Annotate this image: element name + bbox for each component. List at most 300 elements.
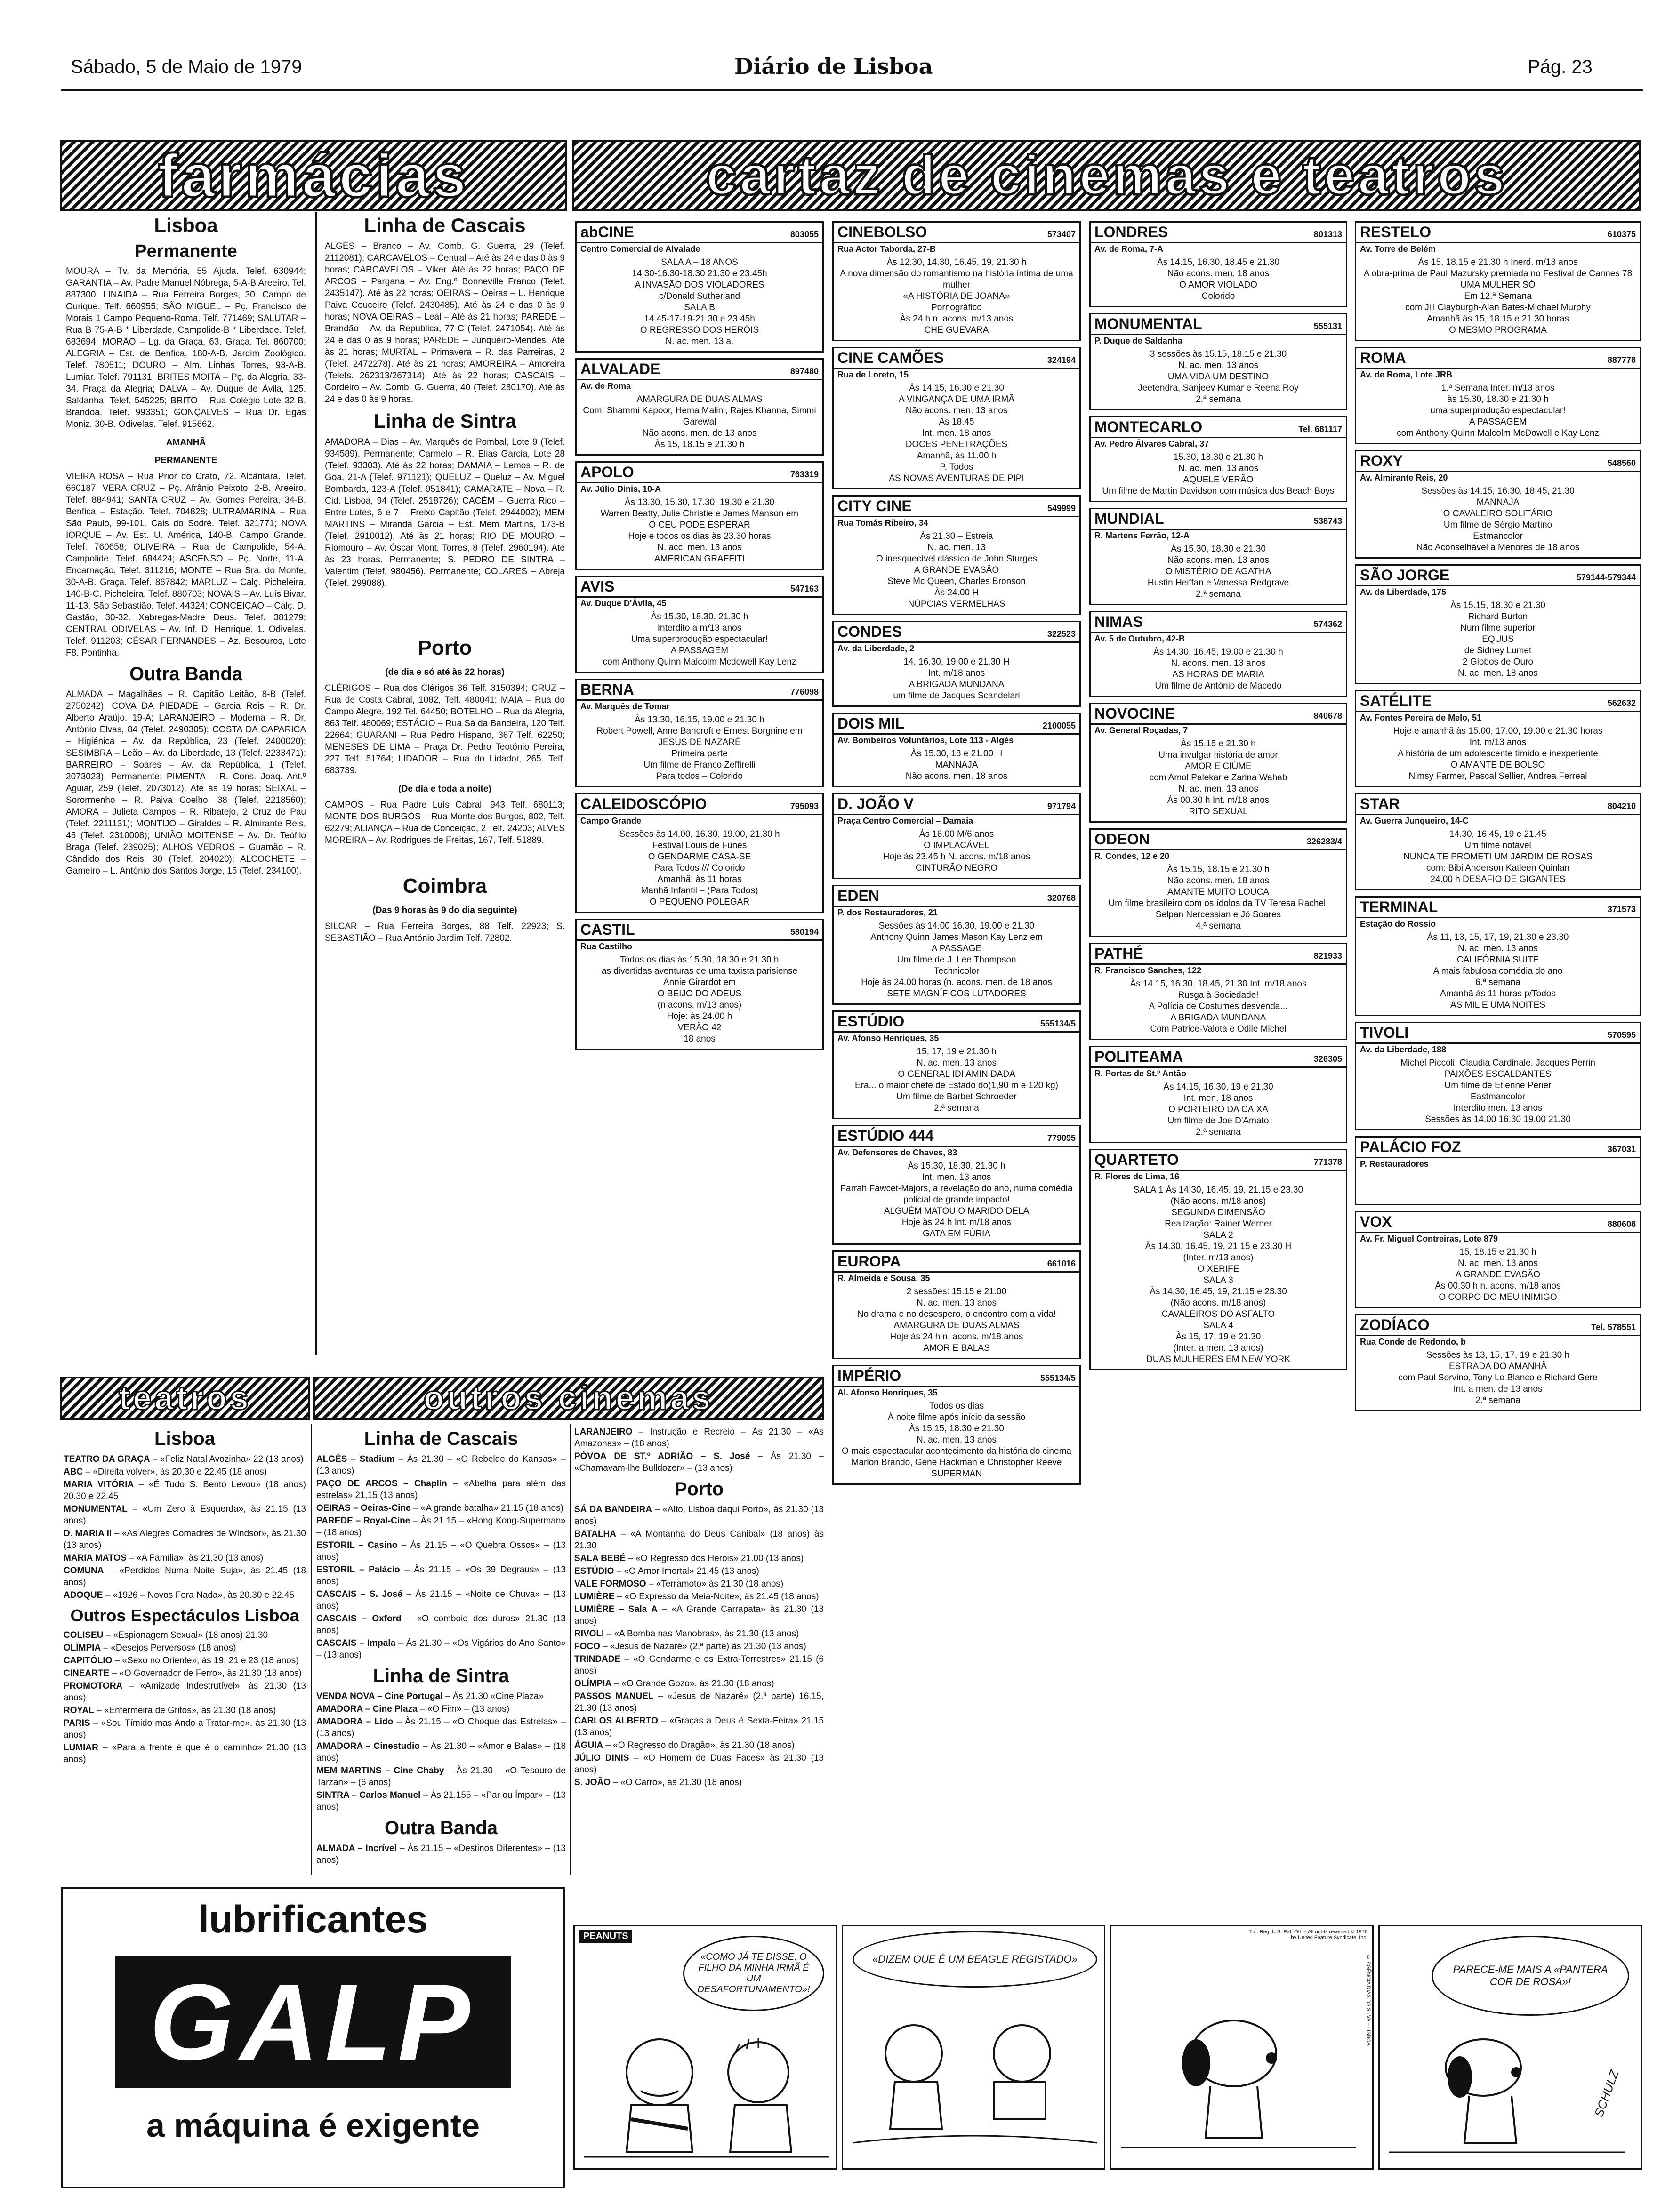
cinema-name: LONDRES <box>1094 224 1168 240</box>
cinema-programme: SALA A – 18 ANOS 14.30-16.30-18.30 21.30 e 23.45h A INVASÃO DOS VIOLADORES c/Donald Sutherland SALA B 14.45-17-19-21.30 e 23.45h O REGRESSO DOS HERÓIS N. ac. men. 13 a. <box>632 257 767 346</box>
cinema-entry <box>574 1777 824 1788</box>
theatre-entry-title: ADOQUE <box>64 1590 103 1600</box>
cinema-header <box>834 1012 1079 1033</box>
cinema-programme: 15, 17, 19 e 21.30 h N. ac. men. 13 anos O GENERAL IDI AMIN DADA Era... o maior chefe de Estado do(1,90 m e 120 kg) Um filme de Barbet Schroeder 2.ª semana <box>855 1047 1058 1113</box>
cinema-listing-cinebolso <box>832 221 1081 341</box>
cinema-header <box>834 348 1079 369</box>
pharmacy-list-porto-2: CAMPOS – Rua Padre Luís Cabral, 943 Telf. 680113; MONTE DOS BURGOS – Rua Monte dos Burgos, 802, Telf. 62279; ALIANÇA – Rua de Conceição, 2 Telf. 24203; ALVES MOREIRA – Av. Rodrigues de Freitas, 167, Telf. 51889. <box>325 800 565 845</box>
cinema-phone: 555134/5 <box>1040 1019 1076 1028</box>
cinema-header <box>1356 566 1640 586</box>
cinema-programme: 2 sessões: 15.15 e 21.00 N. ac. men. 13 anos No drama e no desespero, o encontro com a vida! AMARGURA DE DUAS ALMAS Hoje às 24 h n. acons. m/18 anos AMOR E BALAS <box>857 1287 1056 1353</box>
cinema-name: CONDES <box>837 623 902 640</box>
cinema-address: P. Restauradores <box>1360 1159 1429 1169</box>
show-entry <box>64 1629 306 1641</box>
cinema-listing-monumental <box>1089 313 1347 410</box>
cinema-listing-imperio <box>832 1365 1081 1485</box>
cinema-entry-title: AMADORA – Cinestudio <box>316 1741 420 1751</box>
cinema-phone: 547163 <box>790 584 819 593</box>
cinema-entry <box>574 1553 824 1564</box>
cinema-entry <box>316 1740 566 1764</box>
cinema-entry-details: – «O comboio dos duros» 21.30 (13 anos) <box>316 1614 566 1635</box>
cinema-programme: Às 15.30, 18.30 e 21.30 Não acons. men. 13 anos O MISTÉRIO DE AGATHA Hustin Heiffan e Vanessa Redgrave 2.ª semana <box>1147 544 1289 599</box>
cinema-entry-title: AMADORA – Cine Plaza <box>316 1704 418 1714</box>
cinema-listing-terminal <box>1355 896 1641 1016</box>
cinema-entry <box>574 1528 824 1552</box>
cinema-address: Av. de Roma, Lote JRB <box>1360 370 1453 379</box>
heading-outra-banda: Outra Banda <box>129 664 243 684</box>
show-entry-details: – «Enfermeira de Gritos», às 21.30 (18 anos) <box>94 1706 276 1715</box>
cinema-header <box>1356 1212 1640 1233</box>
cinema-header <box>1356 451 1640 472</box>
cinema-entry <box>574 1628 824 1640</box>
cinema-header <box>1356 223 1640 243</box>
cinema-listing-berna <box>575 679 824 787</box>
cinema-entry-title: RIVOLI <box>574 1629 604 1639</box>
cinema-entry <box>574 1504 824 1527</box>
cinema-entry-details: – «O Fim» – (13 anos) <box>417 1704 510 1714</box>
speech-bubble-2 <box>853 1931 1097 1988</box>
speech-text-4: PARECE-ME MAIS A «PANTERA COR DE ROSA»! <box>1453 1964 1608 1988</box>
cinema-programme: Às 13.30, 16.15, 19.00 e 21.30 h Robert Powell, Anne Bancroft e Ernest Borgnine em JESUS DE NAZARÉ Primeira parte Um filme de Franco Zeffirelli Para todos – Colorido <box>596 715 803 781</box>
cinema-listing-montecarlo <box>1089 416 1347 502</box>
cinema-name: ODEON <box>1094 831 1150 848</box>
cinema-address: Av. Guerra Junqueiro, 14-C <box>1360 816 1469 825</box>
cinema-address: Av. Duque D'Ávila, 45 <box>580 599 667 608</box>
cinema-header <box>577 360 822 380</box>
cinema-address: Av. da Liberdade, 2 <box>837 644 915 653</box>
cinema-entry <box>316 1588 566 1612</box>
agency-credit: © AGÊNCIA DIAS DA SILVA – LISBOA <box>1366 1955 1371 2046</box>
theatre-entry-title: D. MARIA II <box>64 1529 112 1539</box>
cinemas-col-2 <box>832 221 1081 1845</box>
cinema-entry-details: – «O Regresso dos Heróis» 21.00 (13 anos) <box>626 1554 804 1563</box>
peanuts-title: PEANUTS <box>579 1930 632 1943</box>
galp-ad-top: lubrificantes <box>198 1898 428 1941</box>
show-entry-details: – «Espionagem Sexual» (18 anos) 21.30 <box>103 1630 268 1640</box>
cinema-entry <box>316 1453 566 1477</box>
cinema-address: Rua Conde de Redondo, b <box>1360 1337 1466 1346</box>
cinema-entry <box>574 1578 824 1590</box>
cinema-name: MONUMENTAL <box>1094 315 1202 332</box>
galp-ad <box>61 1887 565 2188</box>
cinema-entry-details: – Às 21.155 – «Par ou Ímpar» – (13 anos) <box>316 1790 566 1812</box>
cinema-name: EDEN <box>837 887 879 904</box>
cinema-phone: 320768 <box>1047 893 1076 903</box>
farmacias-col-1 <box>66 209 306 1365</box>
outros-heading-sintra: Linha de Sintra <box>373 1666 509 1686</box>
cinema-programme: Às 21.30 – Estreia N. ac. men. 13 O inesquecível clássico de John Sturges A GRANDE EVASÃO Steve Mc Queen, Charles Bronson Às 24.00 H NÚPCIAS VERMELHAS <box>876 531 1038 609</box>
cinema-entry-details: – Às 21.15 – «Hong Kong-Superman» – (18 anos) <box>316 1516 566 1538</box>
cinema-listing-d-joao-v <box>832 793 1081 879</box>
cinema-header <box>1356 1138 1640 1158</box>
cinema-programme: Às 15.30, 18.30, 21.30 h Interdito a m/13 anos Uma superprodução espectacular! A PASSAGEM com Anthony Quinn Malcolm Mcdowell Kay Lenz <box>603 612 796 667</box>
outros-heading-cascais: Linha de Cascais <box>364 1428 518 1449</box>
cinema-listing-roma <box>1355 347 1641 444</box>
theatre-entry-details: – «1926 – Novos Fora Nada», às 20.30 e 22.45 <box>103 1590 295 1600</box>
cinema-header <box>1091 223 1346 243</box>
header-date: Sábado, 5 de Maio de 1979 <box>71 56 302 77</box>
cinema-programme: Às 11, 13, 15, 17, 19, 21.30 e 23.30 N. ac. men. 13 anos CALIFÓRNIA SUITE A mais fabulosa comédia do ano 6.ª semana Amanhã às 11 horas p/Todos AS MIL E UMA NOITES <box>1427 932 1569 1010</box>
theatre-entry <box>64 1503 306 1527</box>
cinema-phone: 804210 <box>1607 801 1636 811</box>
cinema-phone: 887778 <box>1607 355 1636 365</box>
copyright-notice: Tm. Reg. U.S. Pat. Off. – All rights reserved © 1976 by United Feature Syndicate, Inc. <box>1249 1929 1367 1940</box>
outros-cinemas-col-1 <box>316 1424 566 1883</box>
cinema-header <box>834 497 1079 517</box>
cinema-entry-details: – «O Regresso do Dragão», às 21.30 (18 anos) <box>603 1740 795 1750</box>
cinema-header <box>1356 348 1640 369</box>
pharmacy-list-outra-banda: ALMADA – Magalhães – R. Capitão Leitão, 8-B (Telef. 2750242); COVA DA PIEDADE – Garcia Reis – R. Dr. Alberto Araújo, 19-A; LARANJEIRO – Moderna – R. Dr. António Elvas, 84 (Telef. 2490305); COSTA DA CAPARICA – Higiénica – Av. da República, 23 (Telef. 2400020); SESIMBRA – Leão – Av. da Liberdade, 13 (Telef. 2233471); BARREIRO – Soares – Av. da República, 1 (Telef. 2073023). Permanente; PIMENTA – R. Cons. Joaq. Ant.º Aguiar, 259 (Telef. 2073012). Até às 19 horas; SEIXAL – Sorormenho – R. Paiva Coelho, 38 (Telef. 2218560); AMORA – Julieta Campos – R. Ribatejo, 2 Cruz de Pau (Telef. 2211131); MONTIJO – Giraldes – R. Almirante Reis, 45 (Telef. 2310008); UNIÃO MOITENSE – Av. Dr. Teófilo Braga (Telef. 239025); ALHOS VEDROS – Guamão – R. Cândido dos Reis, 30 (Telef. 204020); ALCOCHETE – Gameiro – L. António dos Santos Jorge, 15 (Telef. 234100). <box>66 689 306 876</box>
cinema-header <box>577 577 822 598</box>
cinema-entry-details: – Instrução e Recreio – Às 21.30 – «As Amazonas» – (18 anos) <box>574 1427 824 1449</box>
cinema-address: Av. Pedro Álvares Cabral, 37 <box>1094 439 1209 449</box>
show-entry <box>64 1655 306 1667</box>
cinema-entry <box>316 1515 566 1539</box>
cinema-name: POLITEAMA <box>1094 1048 1183 1065</box>
cinema-entry <box>316 1478 566 1501</box>
cinema-entry <box>316 1789 566 1813</box>
cinema-address: Av. da Liberdade, 188 <box>1360 1045 1447 1054</box>
cinema-header <box>577 223 822 243</box>
cinema-listing-alvalade <box>575 358 824 456</box>
cinema-name: BERNA <box>580 681 634 698</box>
cinema-entry <box>316 1691 566 1702</box>
cinema-header <box>1091 830 1346 850</box>
cinema-listing-star <box>1355 793 1641 890</box>
show-entry-details: – «O Governador de Ferro», às 21.30 (13 anos) <box>109 1668 302 1678</box>
cinema-entry-details: – Às 21.15 – «Destinos Diferentes» – (13 anos) <box>316 1843 566 1865</box>
cinema-entry-title: OLÍMPIA <box>574 1679 612 1689</box>
cinema-entry-details: – «O Amor Imortal» 21.45 (13 anos) <box>614 1566 759 1576</box>
galp-ad-bottom: a máquina é exigente <box>146 2107 480 2144</box>
cinema-programme: Às 14.15, 16.30, 18.45, 21.30 Int. m/18 anos Rusga à Sociedade! A Polícia de Costumes desvenda... A BRIGADA MUNDANA Com Patrice-Valota e Odile Michel <box>1130 979 1307 1034</box>
cinema-entry-title: LARANJEIRO <box>574 1427 633 1437</box>
cinema-phone: 324194 <box>1047 355 1076 365</box>
cinema-entry-title: FOCO <box>574 1642 600 1651</box>
cinema-phone: 555134/5 <box>1040 1373 1076 1383</box>
cinema-entry-title: CASCAIS – S. José <box>316 1589 402 1599</box>
cinema-listing-avis <box>575 576 824 673</box>
show-entry <box>64 1642 306 1654</box>
heading-coimbra: Coimbra <box>402 874 487 898</box>
cinema-entry-title: LUMIÈRE – Sala A <box>574 1604 658 1614</box>
cinema-phone: 371573 <box>1607 905 1636 914</box>
cinema-listing-tivoli <box>1355 1022 1641 1130</box>
show-entry-title: PARIS <box>64 1718 90 1728</box>
cinema-listing-odeon <box>1089 828 1347 937</box>
cinema-header <box>1356 1315 1640 1336</box>
cinema-listing-politeama <box>1089 1046 1347 1143</box>
cinema-entry-title: LUMIÈRE <box>574 1592 615 1602</box>
cinema-listing-estudio <box>832 1010 1081 1119</box>
cinema-phone: 795093 <box>790 801 819 811</box>
cinema-programme: 15.30, 18.30 e 21.30 h N. ac. men. 13 anos AQUELE VERÃO Um filme de Martin Davidson com música dos Beach Boys <box>1102 452 1335 496</box>
cinema-phone: 661016 <box>1047 1259 1076 1268</box>
cinema-name: RESTELO <box>1360 224 1432 240</box>
cinema-header <box>1091 509 1346 530</box>
cinema-header <box>1356 898 1640 918</box>
cinema-programme: 14, 16.30, 19.00 e 21.30 H Int. m/18 anos A BRIGADA MUNDANA um filme de Jacques Scandelari <box>893 657 1020 701</box>
cinema-phone: 803055 <box>790 230 819 239</box>
page-number: Pág. 23 <box>1528 56 1593 77</box>
cinema-entry-title: S. JOÃO <box>574 1778 611 1787</box>
theatre-entry-details: – «Perdidos Numa Noite Suja», às 21.45 (18 anos) <box>64 1566 306 1587</box>
cinema-entry <box>574 1678 824 1690</box>
cinema-name: TIVOLI <box>1360 1024 1409 1041</box>
show-entry <box>64 1717 306 1741</box>
cinema-entry <box>316 1703 566 1715</box>
cinema-header <box>1091 704 1346 725</box>
cinema-programme <box>1356 1170 1640 1204</box>
cinema-phone: 574362 <box>1313 619 1342 629</box>
cinema-header <box>1091 1047 1346 1068</box>
cinema-name: IMPÉRIO <box>837 1367 901 1384</box>
peanuts-panel-4 <box>1378 1925 1642 2170</box>
cinema-programme: Às 13.30, 15.30, 17.30, 19.30 e 21.30 Warren Beatty, Julie Christie e James Manson em O CÉU PODE ESPERAR Hoje e todos os dias às 23.30 horas N. acc. men. 13 anos AMERICAN GRAFFITI <box>600 497 799 564</box>
cinema-entry-title: PASSOS MANUEL <box>574 1691 654 1701</box>
theatre-entry-title: COMUNA <box>64 1566 104 1576</box>
cinema-entry <box>316 1765 566 1788</box>
cinema-phone: 971794 <box>1047 801 1076 811</box>
cinema-address: Rua Tomás Ribeiro, 34 <box>837 518 928 528</box>
show-entry <box>64 1680 306 1704</box>
cinema-header <box>834 1366 1079 1387</box>
show-entry <box>64 1742 306 1765</box>
farmacias-title: farmácias <box>158 141 469 210</box>
cinema-entry-details: – «A Montanha do Deus Canibal» (18 anos) às 21.30 <box>574 1529 824 1551</box>
cinema-entry-title: ÁGUIA <box>574 1740 603 1750</box>
theatre-entry-title: MARIA MATOS <box>64 1553 127 1563</box>
cinema-name: TERMINAL <box>1360 898 1438 915</box>
cinema-entry <box>316 1564 566 1587</box>
cinema-entry-details: – «Alto, Lisboa daqui Porto», às 21.30 (13 anos) <box>574 1505 824 1526</box>
cinema-entry-details: – Às 21.30 – «Os Vigários do Ano Santo» – (13 anos) <box>316 1638 566 1660</box>
cinema-phone: 326283/4 <box>1306 837 1342 846</box>
cinema-name: VOX <box>1360 1213 1392 1230</box>
peanuts-panel-1 <box>573 1925 837 2170</box>
outros-cinemas-banner <box>313 1377 824 1420</box>
cinema-entry-details: – «O Expresso da Meia-Noite», às 21.45 (18 anos) <box>614 1592 819 1602</box>
peanuts-panel-3 <box>1110 1925 1374 2170</box>
cinema-entry-title: CASCAIS – Impala <box>316 1638 396 1648</box>
cinema-listing-dois-mil <box>832 713 1081 787</box>
farmacias-banner <box>60 140 567 211</box>
cinema-entry-title: SINTRA – Carlos Manuel <box>316 1790 421 1800</box>
peanuts-strip <box>573 1925 1642 2170</box>
cinema-address: Al. Afonso Henriques, 35 <box>837 1388 938 1397</box>
cinema-entry <box>316 1613 566 1636</box>
cinema-programme: Às 14.15, 16.30 e 21.30 A VINGANÇA DE UMA IRMÃ Não acons. men. 13 anos Às 18.45 Int. men. 18 anos DOCES PENETRAÇÕES Amanhã, às 11.00 h P. Todos AS NOVAS AVENTURAS DE PIPI <box>889 383 1024 483</box>
cinema-entry-details: – «O Homem de Duas Faces» às 21.30 (13 anos) <box>574 1753 824 1775</box>
cinema-listing-restelo <box>1355 221 1641 341</box>
cinema-entry-details: – Às 21.30 – «Amor e Balas» – (18 anos) <box>316 1741 566 1763</box>
cinema-name: APOLO <box>580 464 634 481</box>
show-entry <box>64 1667 306 1679</box>
porto-subheading-1: (de dia e só até às 22 horas) <box>385 667 505 677</box>
cinema-entry-details: – «O Gendarme e os Extra-Terrestres» 21.15 (6 anos) <box>574 1654 824 1676</box>
cinema-listing-roxy <box>1355 450 1641 559</box>
show-entry <box>64 1705 306 1716</box>
cinema-address: R. Francisco Sanches, 122 <box>1094 966 1202 975</box>
show-entry-title: ROYAL <box>64 1706 94 1715</box>
cinema-entry <box>574 1591 824 1603</box>
show-entry-title: CAPITÓLIO <box>64 1656 113 1666</box>
cinema-entry-details: – «O Carro», às 21.30 (18 anos) <box>611 1778 742 1787</box>
theatre-entry <box>64 1528 306 1551</box>
cinemas-col-3 <box>1089 221 1347 1845</box>
outros-espectaculos-heading: Outros Espectáculos Lisboa <box>70 1606 299 1625</box>
cinema-name: QUARTETO <box>1094 1151 1179 1168</box>
cinema-name: D. JOÃO V <box>837 795 914 812</box>
cinema-entry-title: CASCAIS – Oxford <box>316 1614 402 1624</box>
cinema-name: SÃO JORGE <box>1360 567 1450 584</box>
heading-cascais: Linha de Cascais <box>364 214 526 236</box>
porto-subheading-2: (De dia e toda a noite) <box>398 784 491 794</box>
cinema-entry-details: – Às 21.15 – «O Quebra Ossos» – (13 anos) <box>316 1540 566 1562</box>
cinema-address: Rua Castilho <box>580 942 633 951</box>
cinema-name: CALEIDOSCÓPIO <box>580 795 707 812</box>
cinema-entry <box>574 1715 824 1739</box>
cinema-listing-satelite <box>1355 690 1641 787</box>
cinema-programme: Sessões às 13, 15, 17, 19 e 21.30 h ESTRADA DO AMANHÃ com Paul Sorvino, Tony Lo Blanco e Richard Gere Int. a men. de 13 anos 2.ª semana <box>1398 1350 1598 1405</box>
teatros-divider <box>311 1424 312 1875</box>
speech-text-2: «DIZEM QUE É UM BEAGLE REGISTADO» <box>872 1953 1078 1965</box>
cinema-programme: Às 14.30, 16.45, 19.00 e 21.30 h N. acons. men. 13 anos AS HORAS DE MARIA Um filme de António de Macedo <box>1153 647 1283 691</box>
cinema-listing-palacio-foz <box>1355 1136 1641 1205</box>
cinema-phone: 580194 <box>790 927 819 937</box>
cinema-entry-title: JÚLIO DINIS <box>574 1753 629 1763</box>
theatre-entry-title: MONUMENTAL <box>64 1504 128 1514</box>
galp-logo <box>115 1956 511 2088</box>
speech-text-1: «COMO JÁ TE DISSE, O FILHO DA MINHA IRMÃ É UM DESAFORTUNAMENTO»! <box>697 1952 810 1995</box>
cinema-entry-title: PAÇO DE ARCOS – Chaplin <box>316 1479 447 1489</box>
cinema-name: NIMAS <box>1094 613 1143 630</box>
theatre-entry-details: – «As Alegres Comadres de Windsor», às 21.30 (13 anos) <box>64 1529 306 1550</box>
cinema-listing-zodiaco <box>1355 1314 1641 1411</box>
cinema-address: Centro Comercial de Alvalade <box>580 244 700 254</box>
cinema-entry-details: – Às 21.15 – «O Choque das Estrelas» – (13 anos) <box>316 1717 566 1739</box>
cinema-entry-title: MEM MARTINS – Cine Chaby <box>316 1766 444 1776</box>
cinema-listing-condes <box>832 621 1081 707</box>
cinema-header <box>1091 314 1346 335</box>
theatre-entry <box>64 1453 306 1465</box>
cinema-name: MUNDIAL <box>1094 510 1164 527</box>
theatre-entry-details: – «Direita volver», às 20.30 e 22.45 (18 anos) <box>83 1467 267 1477</box>
farmacias-divider <box>315 212 317 1355</box>
teatros-heading-lisboa: Lisboa <box>154 1428 215 1449</box>
cinema-phone: 548560 <box>1607 458 1636 468</box>
cinema-name: ROMA <box>1360 349 1406 366</box>
cinema-listing-vox <box>1355 1211 1641 1308</box>
cinema-address: R. Flores de Lima, 16 <box>1094 1172 1180 1181</box>
masthead: Diário de Lisboa <box>734 54 933 79</box>
cinema-programme: SALA 1 Às 14.30, 16.45, 19, 21.15 e 23.30 (Não acons. m/18 anos) SEGUNDA DIMENSÃO Realização: Rainer Werner SALA 2 Às 14.30, 16.45, 19, 21.15 e 23.30 H (Inter. m/13 anos) O XERIFE SALA 3 Às 14.30, 16.45, 19, 21.15 e 23.30 (Não acons. m/18 anos) CAVALEIROS DO ASFALTO SALA 4 Às 15, 17, 19 e 21.30 (Inter. a men. 13 anos) DUAS MULHERES EM NEW YORK <box>1133 1185 1303 1364</box>
thought-bubble-4 <box>1432 1936 1629 2016</box>
cinema-address: R. Portas de St.º Antão <box>1094 1069 1186 1078</box>
show-entry-title: LUMIAR <box>64 1743 98 1753</box>
show-entry-details: – «Para a frente é que é o caminho» 21.30 (13 anos) <box>64 1743 306 1764</box>
cinema-listing-quarteto <box>1089 1149 1347 1370</box>
cinema-name: ZODÍACO <box>1360 1316 1430 1333</box>
show-entry-title: OLÍMPIA <box>64 1643 101 1653</box>
cinema-entry-title: ESTORIL – Palácio <box>316 1565 400 1575</box>
cinema-name: ROXY <box>1360 452 1403 469</box>
pharmacy-list-cascais: ALGÉS – Branco – Av. Comb. G. Guerra, 29 (Telef. 2112081); CARCAVELOS – Central – Até às 24 e das 0 às 9 horas; CARCAVELOS – Viker. Até às 22 horas; PAÇO DE ARCOS – Pargana – Av. Eng.º Bonneville Franco (Telef. 2435147). Até às 22 horas; OEIRAS – Oeiras – L. Henrique Paiva Couceiro (Telef. 2430485). Até às 24 e das 0 às 9 horas; NOVA OEIRAS – Leal – Até às 21 horas; PAREDE – Brandão – Av. da República, 77-C (Telef. 2471054). Até às 24 e das 0 às 9 horas; PAREDE – Junqueiro-Mendes. Até às 21 horas; MURTAL – Primavera – R. das Parreiras, 2 (Telef. 2472278). Até às 21 horas; AMOREIRA – Amoreira (Telefs. 262313/267314). Até às 22 horas; CASCAIS – Cordeiro – Av. Comb. G. Guerra, 40 (Telef. 280170). Até às 24 e das 0 às 9 horas. <box>325 241 565 404</box>
pharmacy-list-porto-1: CLÉRIGOS – Rua dos Clérigos 36 Telf. 3150394; CRUZ – Rua de Costa Cabral, 1082, Telf. 480041; MAIA – Rua do Campo Alegre, 192 Tel. 64450; BOTELHO – Rua da Alegria, 863 Telf. 480069; ESTÁCIO – Rua Sá da Bandeira, 120 Telf. 22664; GUARANI – Rua Pedro Hispano, 367 Telf. 62250; MENESES DE LIMA – Praça Dr. Pedro Teotónio Pereira, 227 Telf. 51764; LIDADOR – Rua do Lidador, 265. Telf. 683739. <box>325 683 565 776</box>
cinema-listing-apolo <box>575 461 824 570</box>
cinemas-col-4 <box>1355 221 1641 1845</box>
cinema-listing-abcine <box>575 221 824 353</box>
cinema-phone: 779095 <box>1047 1133 1076 1143</box>
cinema-name: PATHÉ <box>1094 945 1143 962</box>
cinema-address: R. Condes, 12 e 20 <box>1094 851 1170 861</box>
cinema-name: AVIS <box>580 578 615 595</box>
cinema-header <box>1356 794 1640 815</box>
show-entry-details: – «Amizade Indestrutível», às 21.30 (13 anos) <box>64 1681 306 1703</box>
cinema-programme: Às 15.15, 18.15 e 21.30 h Não acons. men. 18 anos AMANTE MUITO LOUCA Um filme brasileiro com os ídolos da TV Teresa Rachel, Selpan Nercessian e Jô Soares 4.ª semana <box>1108 865 1328 931</box>
cinema-entry-title: AMADORA – Lido <box>316 1717 394 1727</box>
cinema-entry <box>574 1653 824 1677</box>
cinema-header <box>1091 417 1346 438</box>
heading-amanha: AMANHÃ <box>166 438 206 448</box>
cinema-listing-caleidoscopio <box>575 793 824 913</box>
outros-cinemas-col-2 <box>574 1426 824 1883</box>
cinema-entry-details: – Às 21.30 «Cine Plaza» <box>442 1691 544 1701</box>
cinema-programme: Sessões às 14.00, 16.30, 19.00, 21.30 h Festival Louis de Funès O GENDARME CASA-SE Para Todos /// Colorido Amanhã: às 11 horas Manhã Infantil – (Para Todos) O PEQUENO POLEGAR <box>619 829 780 907</box>
cinema-entry-details: – «A Grande Carrapata» às 21.30 (13 anos) <box>574 1604 824 1626</box>
theatre-entry-details: – «Um Zero à Esquerda», às 21.15 (13 anos) <box>64 1504 306 1526</box>
cinema-phone: 570595 <box>1607 1030 1636 1040</box>
cinema-address: Av. Bombeiros Voluntários, Lote 113 - Algés <box>837 736 1014 745</box>
cinema-listing-europa <box>832 1250 1081 1359</box>
cinema-entry <box>574 1603 824 1627</box>
cinema-phone: 897480 <box>790 367 819 376</box>
cinema-header <box>577 794 822 815</box>
cinema-phone: 776098 <box>790 687 819 697</box>
heading-porto: Porto <box>418 636 472 659</box>
cinema-header <box>834 1252 1079 1273</box>
theatre-entry-title: TEATRO DA GRAÇA <box>64 1454 150 1464</box>
cinema-listing-novocine <box>1089 703 1347 823</box>
cinema-header <box>834 622 1079 643</box>
charlie-and-linus-drawing <box>584 2020 829 2162</box>
cinema-entry-title: TRINDADE <box>574 1654 621 1664</box>
cinema-name: DOIS MIL <box>837 715 905 732</box>
theatre-entry-title: ABC <box>64 1467 83 1477</box>
pharmacy-list-coimbra: SILCAR – Rua Ferreira Borges, 88 Telf. 22923; S. SEBASTIÃO – Rua António Jardim Telf. 72802. <box>325 922 565 943</box>
cinema-entry <box>316 1502 566 1514</box>
cinema-entry-details: – «Jesus de Nazaré» (2.ª parte) 16.15, 21.30 (13 anos) <box>574 1691 824 1713</box>
cinema-name: CINEBOLSO <box>837 224 927 240</box>
cartaz-banner <box>572 140 1641 211</box>
cinema-entry <box>574 1739 824 1751</box>
cartaz-title: cartaz de cinemas e teatros <box>706 144 1508 207</box>
cinema-entry <box>574 1451 824 1474</box>
teatros-banner <box>60 1377 310 1420</box>
cinema-name: CASTIL <box>580 921 635 938</box>
cinema-programme: Às 16.00 M/6 anos O IMPLACÁVEL Hoje às 23.45 h N. acons. m/18 anos CINTURÃO NEGRO <box>883 829 1030 873</box>
cinema-phone: 821933 <box>1313 951 1342 961</box>
outros-cinemas-title: outros cinemas <box>423 1379 714 1417</box>
cinema-phone: 573407 <box>1047 230 1076 239</box>
cinema-programme: AMARGURA DE DUAS ALMAS Com: Shammi Kapoor, Hema Malini, Rajes Khanna, Simmi Garewal Não acons. men. de 13 anos Às 15, 18.15 e 21.30 h <box>583 394 816 449</box>
cinema-listing-castil <box>575 919 824 1050</box>
cinema-address: Av. Fontes Pereira de Melo, 51 <box>1360 713 1482 722</box>
show-entry-details: – «Desejos Perversos» (18 anos) <box>101 1643 236 1653</box>
cinema-address: Campo Grande <box>580 816 642 825</box>
cinema-programme: Hoje e amanhã às 15.00, 17.00, 19.00 e 21.30 horas Int. m/13 anos A história de um adolescente tímido e inexperiente O AMANTE DE BOLSO Nimsy Farmer, Pascal Sellier, Andrea Ferreal <box>1393 726 1603 781</box>
cinema-entry-title: ALMADA – Incrível <box>316 1843 397 1853</box>
